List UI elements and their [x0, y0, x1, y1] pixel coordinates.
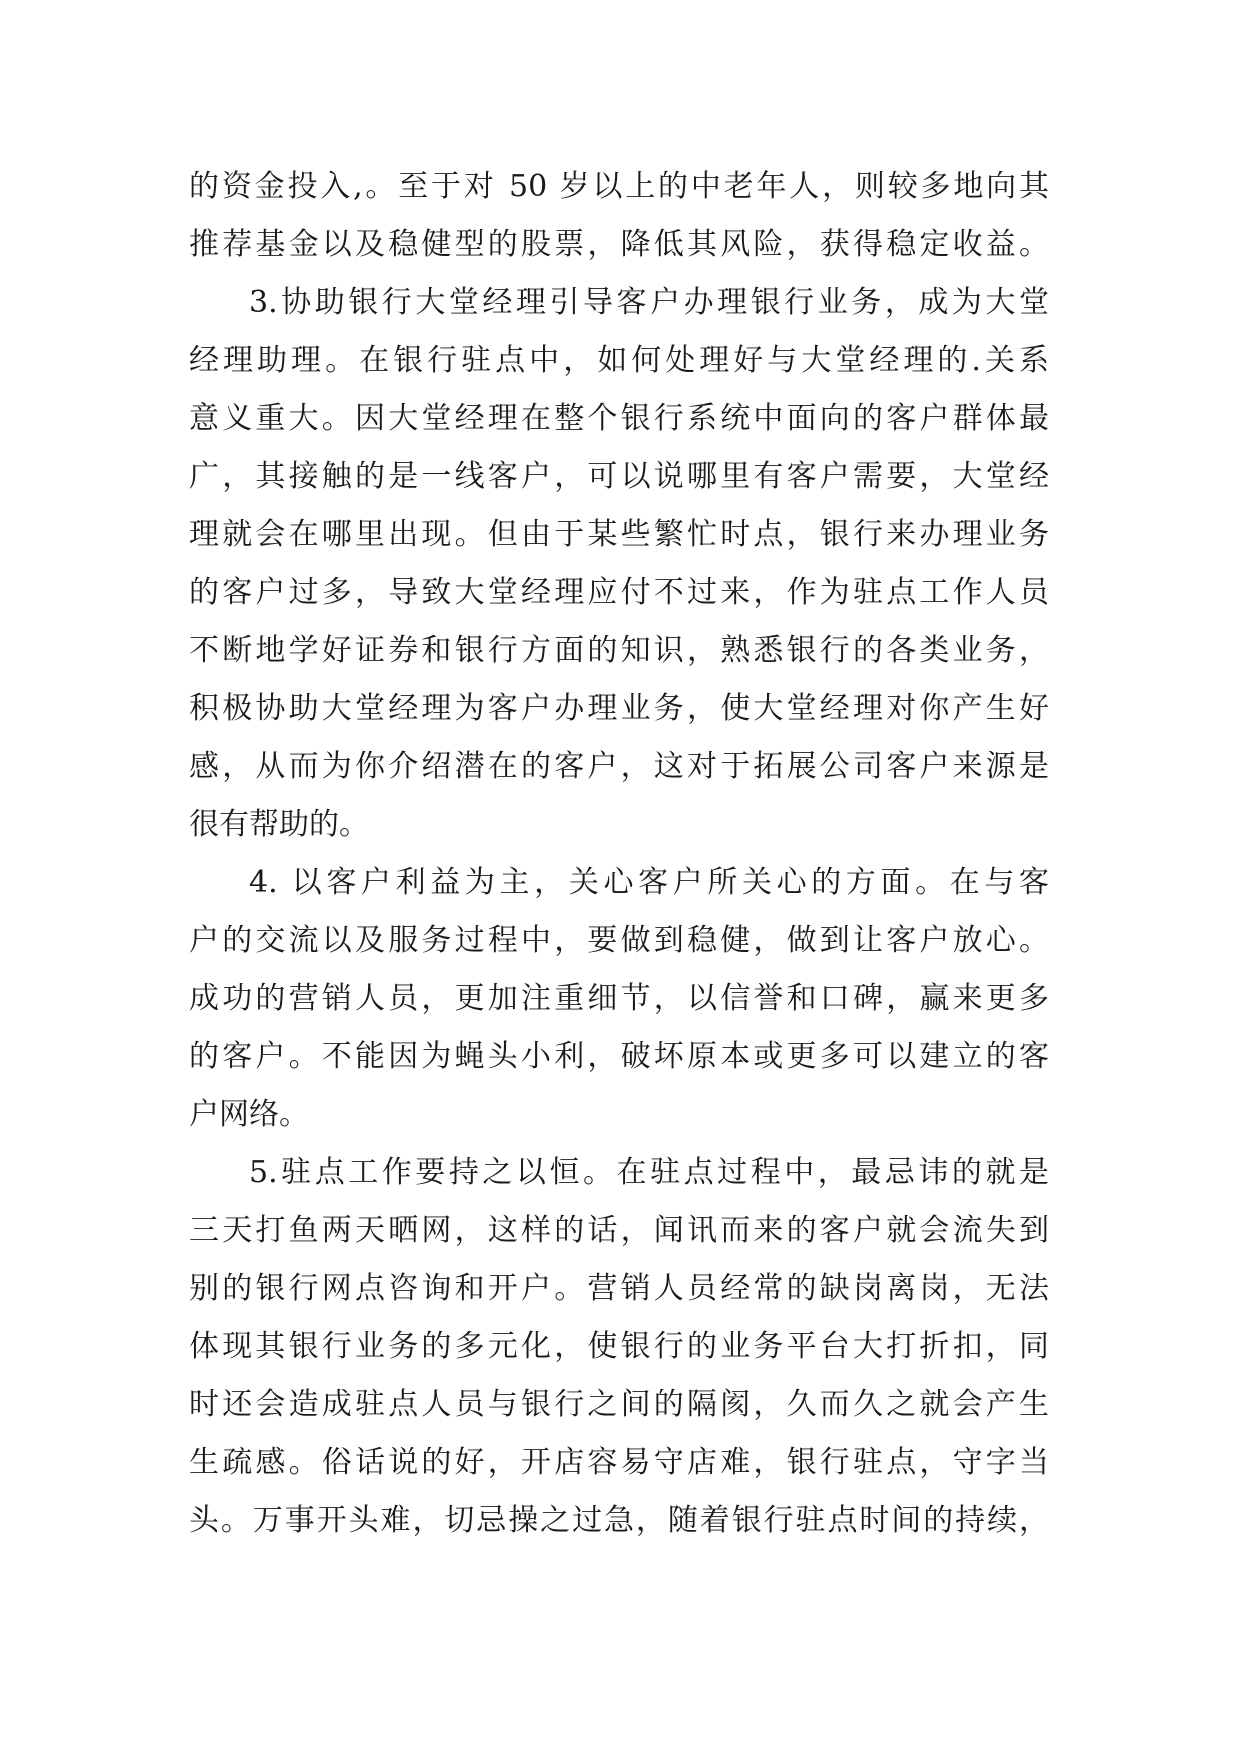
text-line: 的资金投入,。至于对 50 岁以上的中老年人，则较多地向其	[189, 169, 1049, 204]
text-line: 三天打鱼两天晒网，这样的话，闻讯而来的客户就会流失到	[189, 1213, 1049, 1248]
text-line: 生疏感。俗话说的好，开店容易守店难，银行驻点，守字当	[189, 1445, 1049, 1480]
text-line: 的客户过多，导致大堂经理应付不过来，作为驻点工作人员	[189, 575, 1049, 610]
text-line: 体现其银行业务的多元化，使银行的业务平台大打折扣，同	[189, 1329, 1049, 1364]
text-line: 4. 以客户利益为主，关心客户所关心的方面。在与客	[249, 865, 1049, 900]
text-line: 广，其接触的是一线客户，可以说哪里有客户需要，大堂经	[189, 459, 1049, 494]
text-line: 很有帮助的。	[189, 807, 369, 842]
text-line: 时还会造成驻点人员与银行之间的隔阂，久而久之就会产生	[189, 1387, 1049, 1422]
document-body	[189, 158, 1049, 1550]
text-line: 经理助理。在银行驻点中，如何处理好与大堂经理的.关系	[189, 343, 1049, 378]
text-line: 成功的营销人员，更加注重细节，以信誉和口碑，赢来更多	[189, 981, 1049, 1016]
text-line: 头。万事开头难，切忌操之过急，随着银行驻点时间的持续，	[189, 1503, 1049, 1538]
text-line: 不断地学好证券和银行方面的知识，熟悉银行的各类业务，	[189, 633, 1049, 668]
text-line: 别的银行网点咨询和开户。营销人员经常的缺岗离岗，无法	[189, 1271, 1049, 1306]
text-line: 户网络。	[189, 1097, 309, 1132]
text-line: 意义重大。因大堂经理在整个银行系统中面向的客户群体最	[189, 401, 1049, 436]
text-line: 5.驻点工作要持之以恒。在驻点过程中，最忌讳的就是	[249, 1155, 1049, 1190]
text-line: 3.协助银行大堂经理引导客户办理银行业务，成为大堂	[249, 285, 1049, 320]
text-line: 积极协助大堂经理为客户办理业务，使大堂经理对你产生好	[189, 691, 1049, 726]
text-line: 理就会在哪里出现。但由于某些繁忙时点，银行来办理业务	[189, 517, 1049, 552]
text-line: 推荐基金以及稳健型的股票，降低其风险，获得稳定收益。	[189, 227, 1049, 262]
text-line: 的客户。不能因为蝇头小利，破坏原本或更多可以建立的客	[189, 1039, 1049, 1074]
text-line: 感，从而为你介绍潜在的客户，这对于拓展公司客户来源是	[189, 749, 1049, 784]
text-line: 户的交流以及服务过程中，要做到稳健，做到让客户放心。	[189, 923, 1049, 958]
